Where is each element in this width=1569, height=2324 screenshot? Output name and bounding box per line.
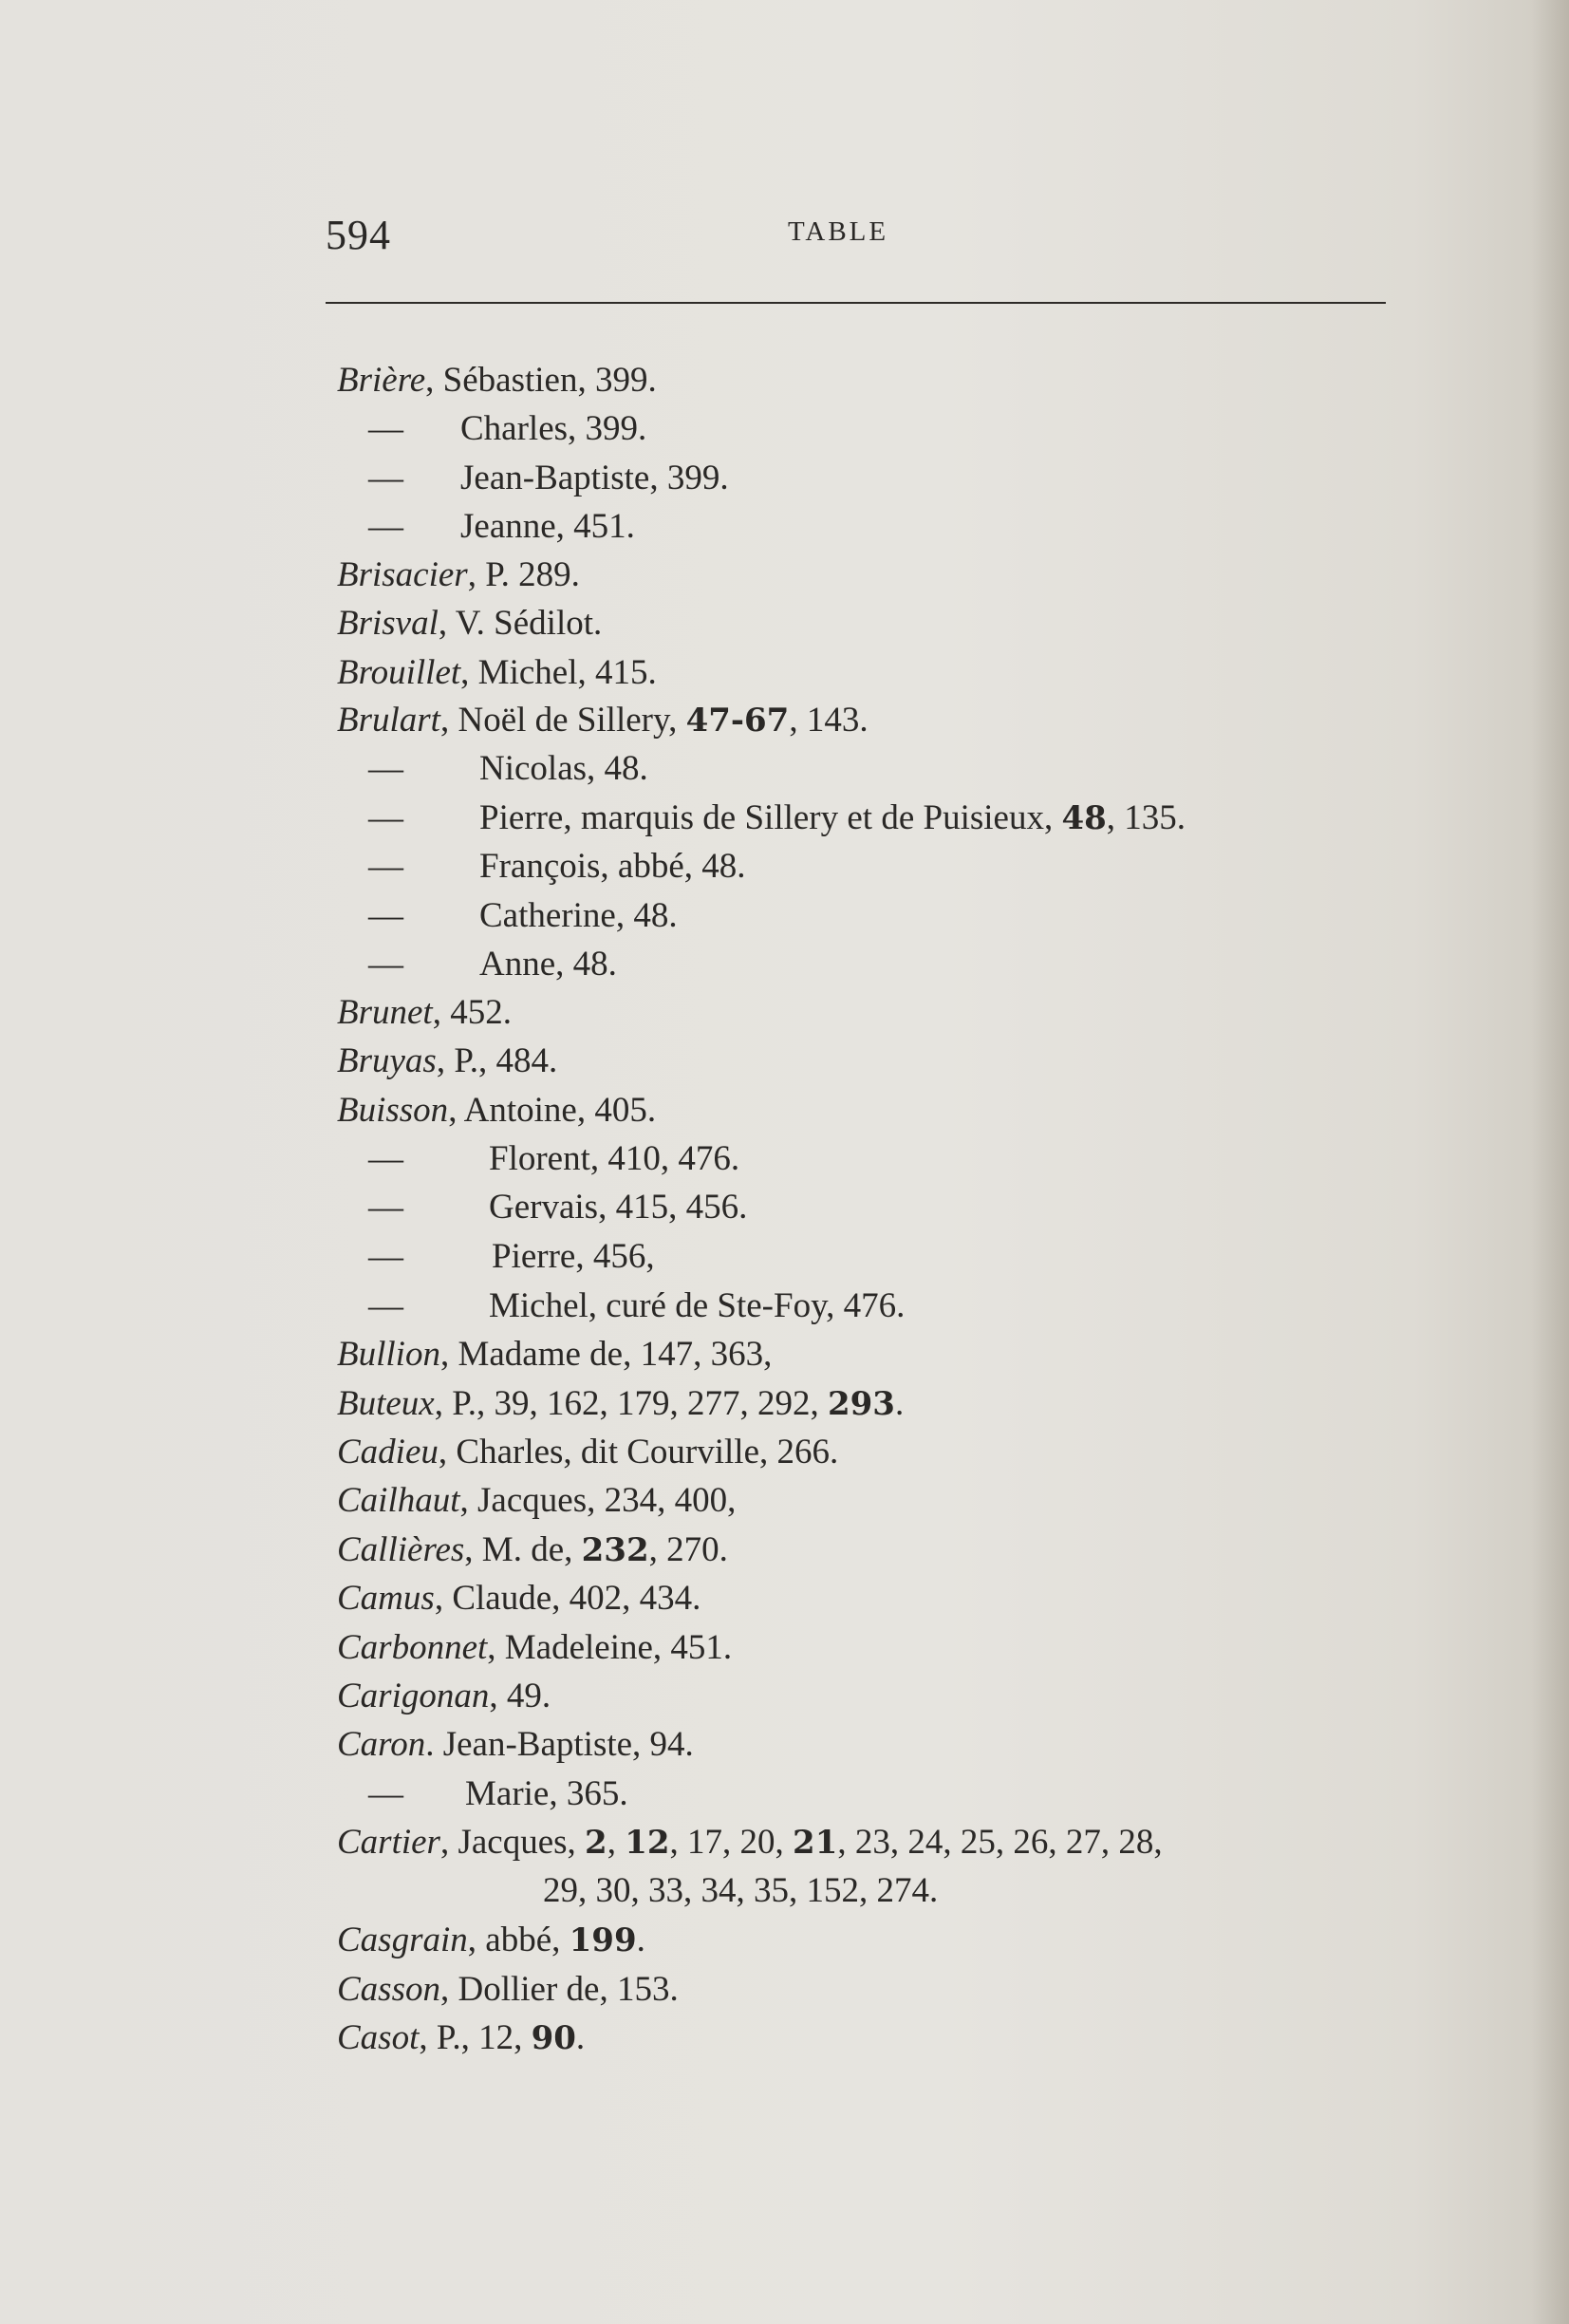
entry-dash: — [368,459,403,497]
entry-bold-page: 21 [793,1824,838,1862]
page-number: 594 [326,212,391,258]
entry-text: François, abbé, 48. [479,847,746,886]
entry-text: Michel, curé de Ste-Foy, 476. [489,1286,906,1325]
entry-text: Pierre, 456, [492,1237,655,1276]
entry-text: . [636,1921,645,1959]
entry-text: Catherine, 48. [479,896,678,935]
entry-dash: — [368,1237,403,1276]
index-entry [337,1434,838,1470]
index-entry [337,2020,585,2055]
index-entry [479,751,648,786]
entry-text: , Michel, 415. [460,653,657,692]
index-entry [479,800,1186,835]
index-entry [337,1922,645,1958]
index-entry [337,606,602,641]
page-gutter-shadow [1531,0,1569,2324]
entry-bold-page: 199 [569,1921,637,1959]
entry-text: , [607,1823,626,1862]
index-entry [337,1630,732,1665]
entry-bold-page: 48 [1061,799,1107,837]
index-entry [489,1141,739,1176]
entry-name: Brouillet [337,653,461,692]
entry-text: , Jacques, 234, 400, [459,1481,737,1520]
index-entry [337,1093,656,1128]
entry-dash: — [368,507,403,546]
entry-bold-page: 12 [625,1824,670,1862]
entry-text: , Antoine, 405. [448,1091,657,1130]
entry-bold-page: 47-67 [685,702,790,740]
entry-bold-page: 90 [531,2019,576,2057]
entry-name: Casot [337,2018,420,2057]
entry-text: Charles, 399. [460,409,647,448]
entry-text: , P., 39, 162, 179, 277, 292, [434,1384,828,1423]
entry-dash: — [368,409,403,448]
entry-text: , 135. [1106,798,1186,837]
index-entry [337,995,512,1030]
entry-name: Cartier [337,1823,440,1862]
entry-text: Marie, 365. [465,1774,628,1813]
entry-text: , Noël de Sillery, [439,701,686,740]
entry-dash: — [368,847,403,886]
index-entry [337,1043,557,1078]
index-entry [337,1825,1163,1860]
entry-text: , V. Sédilot. [438,604,603,643]
entry-text: Florent, 410, 476. [489,1139,740,1178]
index-entry [465,1776,628,1811]
entry-text: , Madame de, 147, 363, [439,1335,773,1374]
entry-text: . [575,2018,586,2057]
entry-name: Brière [337,361,426,400]
entry-name: Casson [337,1970,440,2009]
entry-text: 29, 30, 33, 34, 35, 152, 274. [543,1871,939,1910]
entry-text: Pierre, marquis de Sillery et de Puisieux, [479,798,1062,837]
entry-name: Callières [337,1530,465,1569]
entry-name: Buisson [337,1091,449,1130]
entry-dash: — [368,1286,403,1325]
entry-dash: — [368,945,403,984]
entry-text: , Dollier de, 153. [439,1970,679,2009]
index-entry [337,1337,772,1372]
entry-text: , Claude, 402, 434. [434,1579,701,1618]
index-entry [460,509,635,544]
index-entry [337,1386,904,1421]
entry-name: Carbonnet [337,1628,488,1667]
entry-dash: — [368,1188,403,1227]
entry-dash: — [368,896,403,935]
index-entry [337,655,657,690]
entry-text: , P., 484. [436,1041,558,1080]
entry-text: , 23, 24, 25, 26, 27, 28, [837,1823,1163,1862]
entry-text: , 49. [489,1677,551,1715]
entry-bold-page: 293 [827,1385,895,1423]
entry-text: Gervais, 415, 456. [489,1188,748,1227]
index-entry [337,1727,694,1762]
header-rule [326,302,1386,304]
entry-text: Jean-Baptiste, 399. [460,459,729,497]
entry-text: Jeanne, 451. [460,507,635,546]
index-entry [337,1581,700,1616]
entry-name: Brulart [337,701,440,740]
entry-name: Brisval [337,604,439,643]
entry-text: , Charles, dit Courville, 266. [438,1433,839,1471]
entry-name: Camus [337,1579,435,1618]
entry-text: Anne, 48. [479,945,617,984]
entry-name: Cadieu [337,1433,439,1471]
entry-text: , 17, 20, [669,1823,794,1862]
entry-text: . Jean-Baptiste, 94. [425,1725,694,1764]
index-entry [492,1239,655,1274]
index-entry [489,1190,747,1225]
index-entry [543,1873,938,1908]
index-entry [337,703,869,738]
entry-dash: — [368,749,403,788]
entry-bold-page: 232 [581,1531,649,1569]
entry-name: Bruyas [337,1041,437,1080]
entry-name: Bullion [337,1335,440,1374]
entry-name: Carigonan [337,1677,490,1715]
entry-name: Buteux [337,1384,435,1423]
entry-text: . [894,1384,905,1423]
index-entry [479,946,617,982]
index-entry [337,363,657,398]
entry-name: Brunet [337,993,433,1032]
index-entry [337,557,580,592]
entry-text: , 143. [789,701,869,740]
index-entry [337,1678,551,1714]
entry-text: , Madeleine, 451. [487,1628,733,1667]
entry-text: , P. 289. [467,555,580,594]
index-entry [460,411,646,446]
entry-name: Casgrain [337,1921,468,1959]
entry-text: , Sébastien, 399. [425,361,657,400]
index-entry [489,1288,905,1323]
index-entry [460,460,729,496]
entry-bold-page: 2 [585,1824,607,1862]
entry-dash: — [368,798,403,837]
index-entry [337,1532,728,1567]
entry-name: Caron [337,1725,426,1764]
entry-text: , Jacques, [439,1823,586,1862]
entry-text: , M. de, [464,1530,582,1569]
entry-dash: — [368,1774,403,1813]
entry-text: , 452. [432,993,512,1032]
index-entry [337,1483,736,1518]
entry-name: Brisacier [337,555,468,594]
entry-dash: — [368,1139,403,1178]
entry-text: , abbé, [467,1921,570,1959]
running-head: TABLE [788,216,889,247]
entry-name: Cailhaut [337,1481,460,1520]
entry-text: Nicolas, 48. [479,749,648,788]
index-entry [479,849,746,884]
index-entry [479,898,678,933]
entry-text: , 270. [648,1530,728,1569]
entry-text: , P., 12, [419,2018,532,2057]
index-entry [337,1972,679,2007]
